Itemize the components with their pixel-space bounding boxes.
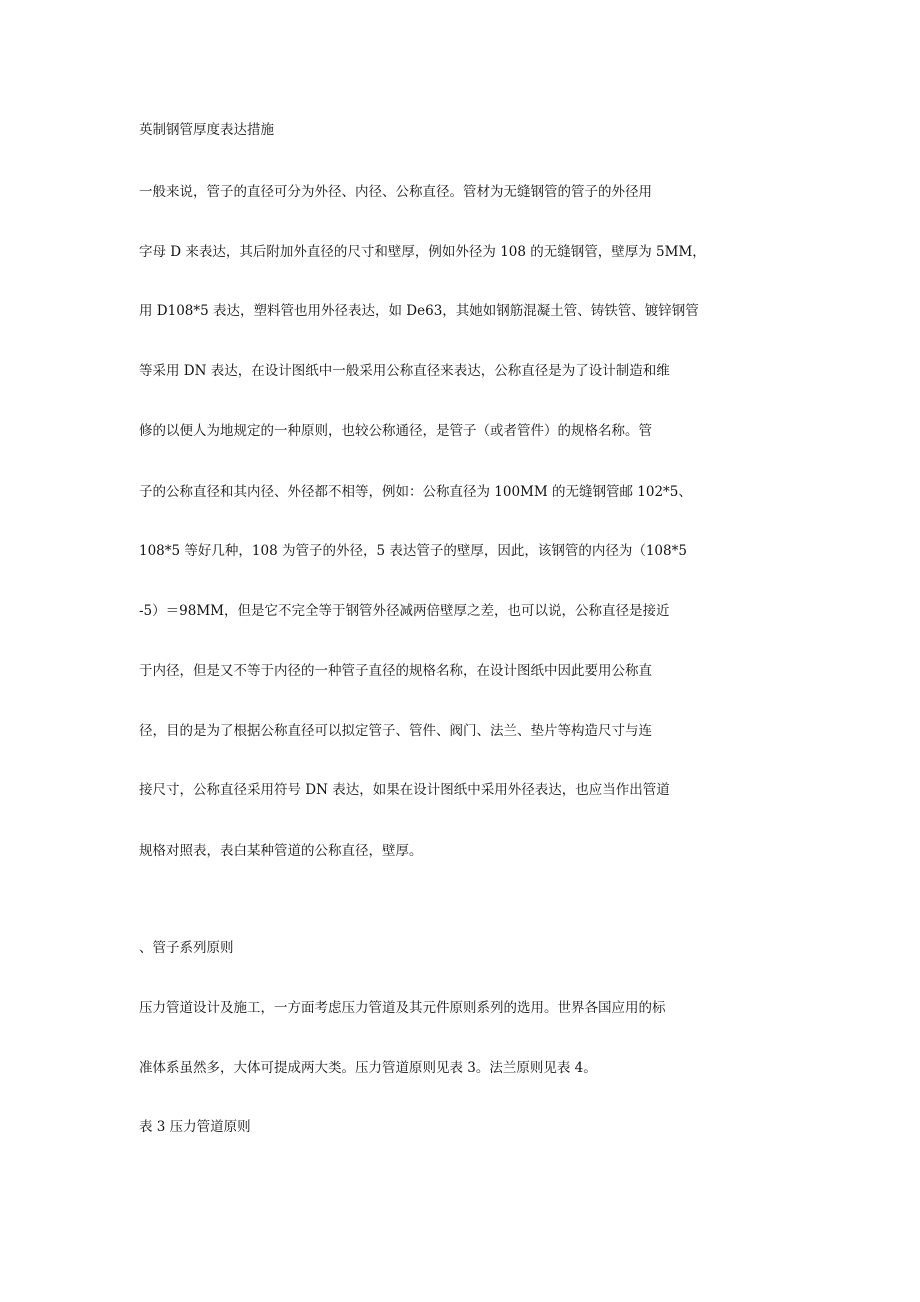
paragraph-line: 108*5 等好几种，108 为管子的外径，5 表达管子的壁厚，因此，该钢管的内径为（108*5: [139, 543, 687, 559]
table-caption: 表 3 压力管道原则: [139, 1119, 251, 1135]
paragraph-line: 修的以便人为地规定的一种原则，也较公称通径，是管子（或者管件）的规格名称。管: [139, 423, 652, 439]
paragraph-line: 压力管道设计及施工，一方面考虑压力管道及其元件原则系列的选用。世界各国应用的标: [139, 1000, 666, 1016]
paragraph-line: -5）＝98MM，但是它不完全等于钢管外径减两倍壁厚之差，也可以说，公称直径是接近: [139, 603, 670, 619]
paragraph-line: 规格对照表，表白某种管道的公称直径，壁厚。: [139, 843, 423, 859]
document-title: 英制钢管厚度表达措施: [139, 122, 274, 138]
section-heading: 、管子系列原则: [139, 940, 234, 956]
paragraph-line: 径，目的是为了根据公称直径可以拟定管子、管件、阀门、法兰、垫片等构造尺寸与连: [139, 723, 652, 739]
paragraph-line: 子的公称直径和其内径、外径都不相等，例如：公称直径为 100MM 的无缝钢管邮 102*5、: [139, 484, 692, 500]
paragraph-line: 于内径，但是又不等于内径的一种管子直径的规格名称，在设计图纸中因此要用公称直: [139, 663, 652, 679]
paragraph-line: 准体系虽然多，大体可提成两大类。压力管道原则见表 3。法兰原则见表 4。: [139, 1060, 597, 1076]
paragraph-line: 等采用 DN 表达，在设计图纸中一般采用公称直径来表达，公称直径是为了设计制造和维: [139, 363, 670, 379]
paragraph-line: 接尺寸，公称直径采用符号 DN 表达，如果在设计图纸中采用外径表达，也应当作出管道: [139, 782, 670, 798]
paragraph-line: 用 D108*5 表达，塑料管也用外径表达，如 De63，其她如钢筋混凝土管、铸铁管、镀锌钢管: [139, 303, 699, 319]
paragraph-line: 一般来说，管子的直径可分为外径、内径、公称直径。管材为无缝钢管的管子的外径用: [139, 184, 652, 200]
paragraph-line: 字母 D 来表达，其后附加外直径的尺寸和壁厚，例如外径为 108 的无缝钢管，壁厚为 5MM，: [139, 244, 706, 260]
